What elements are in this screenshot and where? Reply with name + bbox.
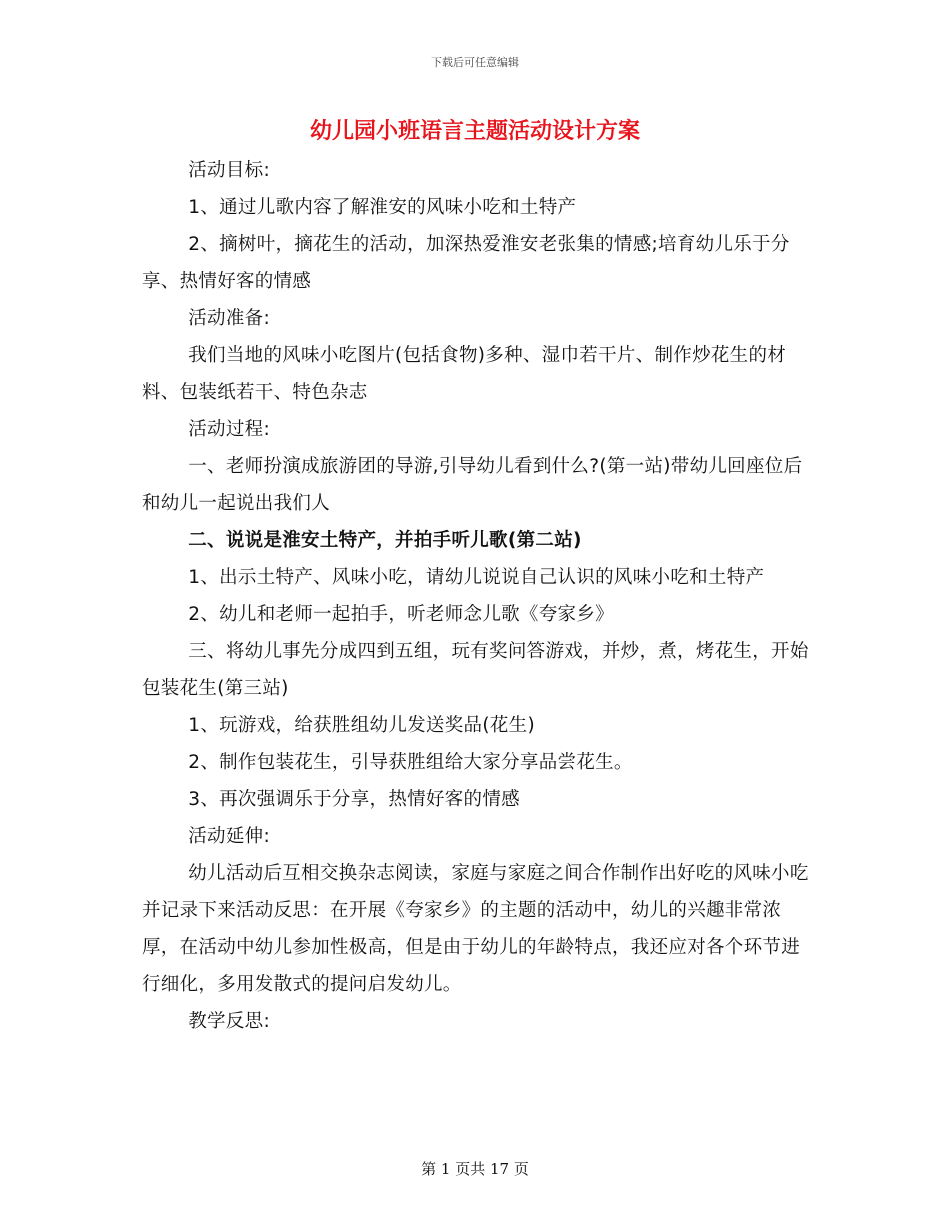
paragraph: 幼儿活动后互相交换杂志阅读，家庭与家庭之间合作制作出好吃的风味小吃并记录下来活动反思：在开展《夸家乡》的主题的活动中，幼儿的兴趣非常浓厚，在活动中幼儿参加性极高，但是由于幼儿的年龄特点，我还应对各个环节进行细化，多用发散式的提问启发幼儿。 <box>142 863 809 995</box>
paragraph: 活动目标: <box>188 160 270 181</box>
paragraph: 2、摘树叶，摘花生的活动，加深热爱淮安老张集的情感;培育幼儿乐于分享、热情好客的情感 <box>142 234 790 292</box>
paragraph: 我们当地的风味小吃图片(包括食物)多种、湿巾若干片、制作炒花生的材料、包装纸若干、特色杂志 <box>142 345 787 403</box>
paragraph: 1、玩游戏，给获胜组幼儿发送奖品(花生) <box>188 715 535 736</box>
page-header: 下载后可任意编辑 <box>431 56 519 69</box>
paragraph: 3、再次强调乐于分享，热情好客的情感 <box>188 789 520 810</box>
page-footer: 第 1 页共 17 页 <box>421 1160 529 1178</box>
paragraph: 1、出示土特产、风味小吃，请幼儿说说自己认识的风味小吃和土特产 <box>188 567 765 588</box>
paragraph: 活动过程: <box>188 419 270 440</box>
paragraph: 活动准备: <box>188 308 270 329</box>
paragraph: 教学反思: <box>188 1011 270 1032</box>
paragraph: 2、制作包装花生，引导获胜组给大家分享品尝花生。 <box>188 752 633 773</box>
paragraph: 1、通过儿歌内容了解淮安的风味小吃和土特产 <box>188 197 577 218</box>
paragraph: 三、将幼儿事先分成四到五组，玩有奖问答游戏，并炒，煮，烤花生，开始包装花生(第三站) <box>142 641 809 699</box>
paragraph: 活动延伸: <box>188 826 270 847</box>
document-body <box>142 152 810 1040</box>
paragraph: 一、老师扮演成旅游团的导游,引导幼儿看到什么?(第一站)带幼儿回座位后和幼儿一起说出我们人 <box>142 456 803 514</box>
paragraph: 2、幼儿和老师一起拍手，听老师念儿歌《夸家乡》 <box>188 604 614 625</box>
document-title: 幼儿园小班语言主题活动设计方案 <box>309 119 640 144</box>
paragraph-bold: 二、说说是淮安土特产，并拍手听儿歌(第二站) <box>188 530 582 551</box>
